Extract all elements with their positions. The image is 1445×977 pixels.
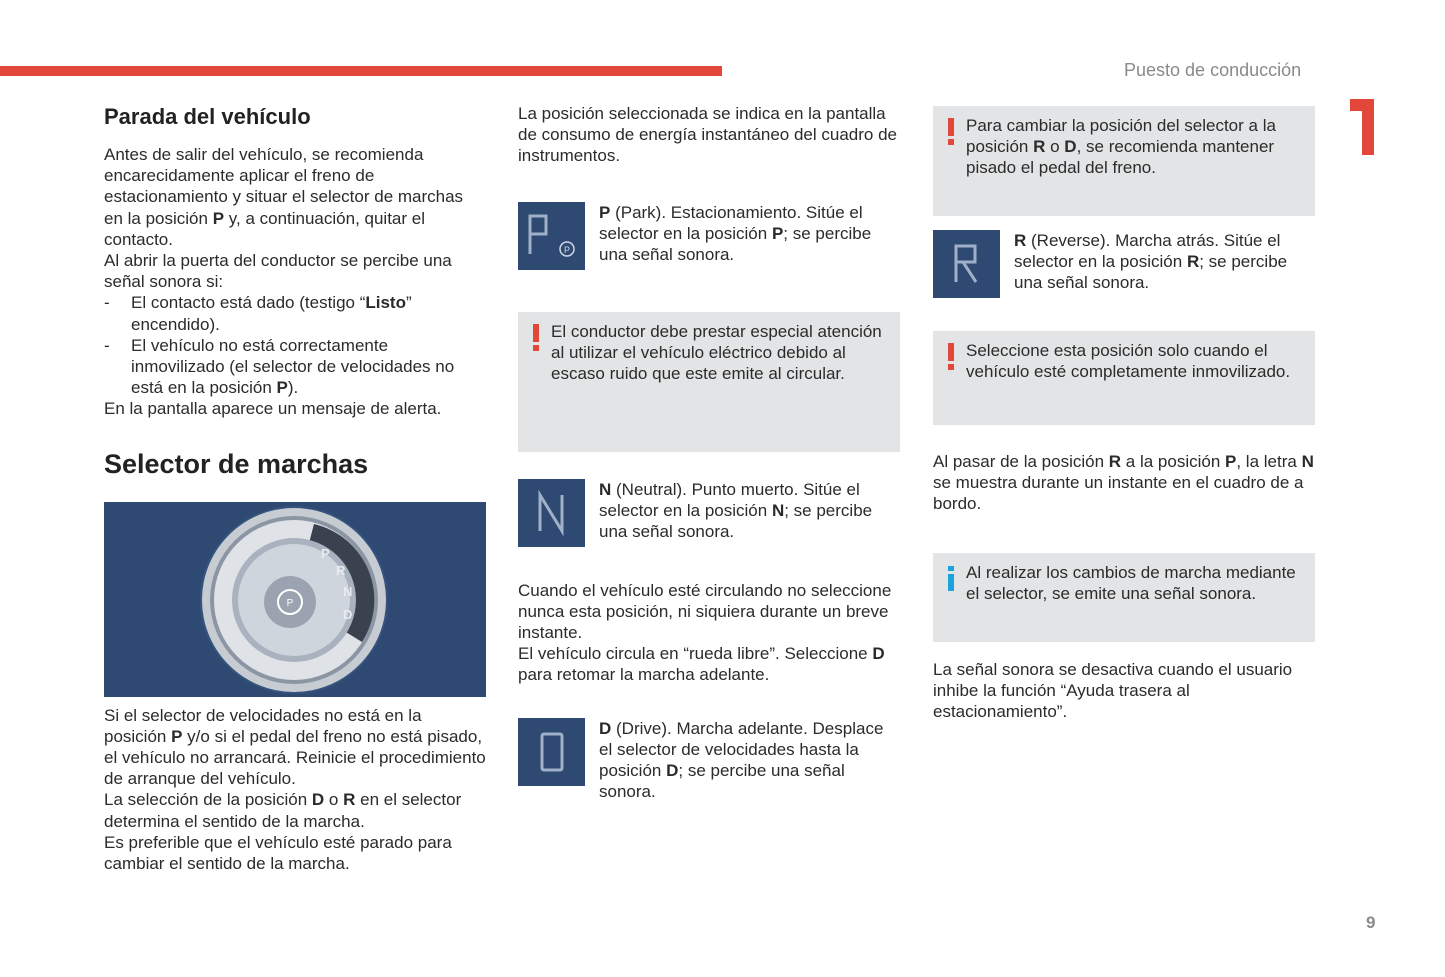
dial-label-d: D	[343, 606, 353, 622]
paragraph-rueda-libre: El vehículo circula en “rueda libre”. Seleccione D para retomar la marcha adelante.	[518, 644, 885, 685]
gear-entry-park	[518, 202, 900, 270]
warning-text: Para cambiar la posición del selector a la posición R o D, se recomienda mantener pisado el pedal del freno.	[966, 116, 1276, 178]
gear-entry-drive	[518, 718, 900, 803]
gear-entry-neutral	[518, 479, 900, 547]
dial-label-p: P	[321, 545, 330, 561]
gear-d-icon	[518, 718, 585, 786]
paragraph-pantalla: La posición seleccionada se indica en la pantalla de consumo de energía instantáneo del cuadro de instrumentos.	[518, 104, 897, 166]
svg-text:P: P	[563, 244, 571, 255]
warning-text: Seleccione esta posición solo cuando el vehículo esté completamente inmovilizado.	[966, 341, 1291, 382]
warning-note	[933, 331, 1315, 425]
gear-r-icon	[933, 230, 1000, 298]
warning-text: El conductor debe prestar especial atención al utilizar el vehículo eléctrico debido al escaso ruido que este emite al circular.	[551, 321, 882, 384]
gear-d-description: D (Drive). Marcha adelante. Desplace el selector de velocidades hasta la posición D; se percibe una señal sonora.	[599, 718, 884, 802]
warning-note	[518, 312, 900, 452]
gear-entry-reverse	[933, 230, 1315, 298]
info-icon	[945, 563, 957, 593]
svg-text:P: P	[286, 597, 294, 609]
list-item: - El contacto está dado (testigo “Listo” encendido).	[104, 293, 412, 334]
column-left	[104, 103, 486, 874]
column-middle	[518, 103, 900, 802]
warning-exclamation-icon	[945, 341, 957, 371]
info-text: Al realizar los cambios de marcha mediante el selector, se emite una señal sonora.	[966, 562, 1296, 603]
heading-parada: Parada del vehículo	[104, 104, 311, 129]
paragraph-alerta: En la pantalla aparece un mensaje de alerta.	[104, 399, 442, 419]
info-note	[933, 553, 1315, 642]
dial-label-r: R	[336, 562, 346, 578]
gear-n-icon	[518, 479, 585, 547]
header-accent-bar	[0, 66, 722, 76]
gear-p-icon	[518, 202, 585, 270]
paragraph-sentido: La selección de la posición D o R en el selector determina el sentido de la marcha.	[104, 790, 462, 831]
gear-r-description: R (Reverse). Marcha atrás. Sitúe el selector en la posición R; se percibe una señal sonora.	[1014, 231, 1288, 293]
page-number: 9	[1366, 913, 1376, 932]
gear-p-description: P (Park). Estacionamiento. Sitúe el selector en la posición P; se percibe una señal sonora.	[599, 202, 872, 265]
dial-label-n: N	[343, 583, 353, 599]
gear-selector-dial-image	[104, 502, 486, 697]
paragraph-arranque: Si el selector de velocidades no está en la posición P y/o si el pedal del freno no está pisado, el vehículo no arrancará. Reinicie el procedimiento de arranque del vehículo.	[104, 705, 486, 789]
warning-note	[933, 106, 1315, 216]
list-item: - El vehículo no está correctamente inmovilizado (el selector de velocidades no está en la posición P).	[104, 335, 455, 398]
paragraph-parado: Es preferible que el vehículo esté parado para cambiar el sentido de la marcha.	[104, 832, 452, 874]
chapter-number	[1348, 97, 1378, 157]
gear-n-description: N (Neutral). Punto muerto. Sitúe el selector en la posición N; se percibe una señal sonora.	[599, 479, 873, 542]
column-right	[933, 106, 1315, 722]
section-title: Puesto de conducción	[1124, 60, 1302, 80]
paragraph-r-a-p: Al pasar de la posición R a la posición P, la letra N se muestra durante un instante en el cuadro de a bordo.	[933, 452, 1314, 514]
paragraph-parada-intro: Antes de salir del vehículo, se recomienda encarecidamente aplicar el freno de estacionamiento y situar el selector de marchas en la posición P y, a continuación, quitar el contacto.	[104, 145, 464, 249]
warning-exclamation-icon	[530, 322, 542, 352]
heading-selector: Selector de marchas	[104, 448, 369, 479]
paragraph-neutral-warning: Cuando el vehículo esté circulando no seleccione nunca esta posición, ni siquiera durante un breve instante.	[518, 580, 892, 643]
paragraph-senal-sonora: La señal sonora se desactiva cuando el usuario inhibe la función “Ayuda trasera al estacionamiento”.	[933, 659, 1293, 722]
warning-exclamation-icon	[945, 116, 957, 146]
paragraph-puerta: Al abrir la puerta del conductor se percibe una señal sonora si:	[104, 251, 452, 292]
